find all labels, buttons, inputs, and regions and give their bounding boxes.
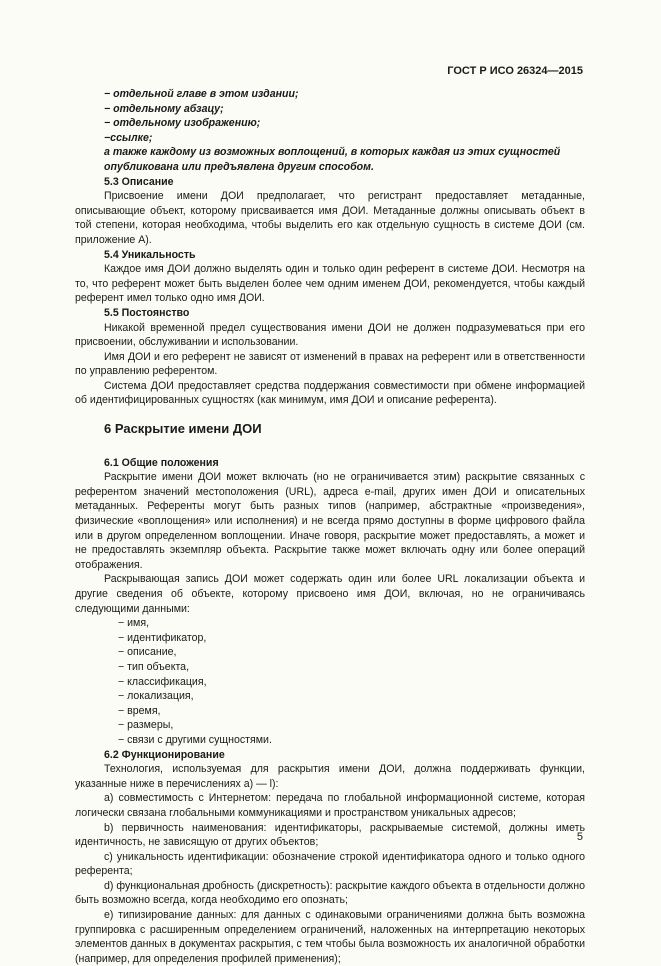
paragraph: Раскрывающая запись ДОИ может содержать один или более URL локализации объекта и другие сведения об объекте, которому присвоено имя ДОИ, включая, но не ограничиваясь следующими данными:	[75, 573, 585, 615]
paragraph: Раскрытие имени ДОИ может включать (но не ограничивается этим) раскрытие связанных с референтом значений местоположения (URL), адреса e-mail, других имен ДОИ и описательных метаданных. Референты могут быть разных типов (например, абстрактные «произведения», физические «воплощения» или исполнения) и не всегда прямо доступны в форме цифрового файла или в другом определенном воплощении. Иначе говоря, раскрытие может предоставлять, а может и не предоставлять экземпляр объекта. Раскрытие также может включать одну или более операций отображения.	[75, 471, 585, 571]
intro-item: −ссылке;	[104, 131, 153, 144]
section-6-title: 6 Раскрытие имени ДОИ	[104, 421, 262, 437]
section-6-2-title: 6.2 Функционирование	[104, 748, 225, 761]
list-item: − время,	[118, 704, 161, 717]
intro-item: − отдельному изображению;	[104, 117, 261, 130]
section-5-4-title: 5.4 Уникальность	[104, 248, 196, 261]
list-item: − локализация,	[118, 690, 194, 703]
document-body	[75, 87, 585, 966]
enum-item: d) функциональная дробность (дискретность): раскрытие каждого объекта в отдельности должно быть возможно всегда, когда необходимо его опознать;	[75, 879, 585, 907]
paragraph: Имя ДОИ и его референт не зависят от изменений в правах на референт или в ответственности по управлению референтом.	[75, 350, 585, 378]
list-item: − описание,	[118, 646, 177, 659]
paragraph: Технология, используемая для раскрытия имени ДОИ, должна поддерживать функции, указанные ниже в перечислениях а) — l):	[75, 763, 585, 790]
enum-item: e) типизирование данных: для данных с одинаковыми ограничениями должна быть возможна группировка с расширенным определением ограничений, наложенных на интерпретацию некоторых элементов данных в документах раскрытия, с тем чтобы была возможность их аналогичной обработки (например, для определения профилей применения);	[75, 909, 585, 965]
paragraph: Система ДОИ предоставляет средства поддержания совместимости при обмене информацией об идентифицированных сущностях (как минимум, имя ДОИ и описание референта).	[75, 379, 585, 407]
list-item: − идентификатор,	[118, 631, 207, 644]
intro-extra: а также каждому из возможных воплощений, в которых каждая из этих сущностей опубликована или предъявлена другим способом.	[104, 146, 561, 173]
list-item: − размеры,	[118, 719, 174, 732]
intro-item: − отдельной главе в этом издании;	[104, 88, 299, 100]
list-item: − классификация,	[118, 675, 207, 688]
section-5-5-title: 5.5 Постоянство	[104, 306, 190, 319]
paragraph: Никакой временной предел существования имени ДОИ не должен подразумеваться при его присвоении, обслуживании и использовании.	[75, 321, 585, 349]
intro-item: − отдельному абзацу;	[104, 102, 224, 115]
list-item: − связи с другими сущностями.	[118, 733, 272, 746]
enum-item: а) совместимость с Интернетом: передача по глобальной информационной системе, которая логически связана глобальными коммуникациями и пространством уникальных адресов;	[75, 792, 585, 819]
page-number: 5	[576, 831, 583, 843]
enum-item: b) первичность наименования: идентификаторы, раскрываемые системой, должны иметь идентичность, не зависящую от других объектов;	[75, 821, 585, 849]
enum-item: c) уникальность идентификации: обозначение строкой идентификатора одного и только одного референта;	[75, 850, 585, 878]
list-item: − имя,	[118, 617, 150, 630]
paragraph: Каждое имя ДОИ должно выделять один и только один референт в системе ДОИ. Несмотря на то, что референт может быть выделен более чем одним именем ДОИ, рекомендуется, чтобы каждый референт имел только одно имя ДОИ.	[75, 263, 585, 305]
list-item: − тип объекта,	[118, 660, 190, 673]
section-6-1-title: 6.1 Общие положения	[104, 456, 219, 469]
document-header: ГОСТ Р ИСО 26324—2015	[447, 65, 583, 77]
paragraph: Присвоение имени ДОИ предполагает, что регистрант предоставляет метаданные, описывающие объект, которому присваивается имя ДОИ. Метаданные должны описывать объект в той степени, которая необходима, чтобы выделить его как отдельную сущность в системе ДОИ (см. приложение А).	[75, 190, 585, 246]
section-5-3-title: 5.3 Описание	[104, 175, 174, 188]
